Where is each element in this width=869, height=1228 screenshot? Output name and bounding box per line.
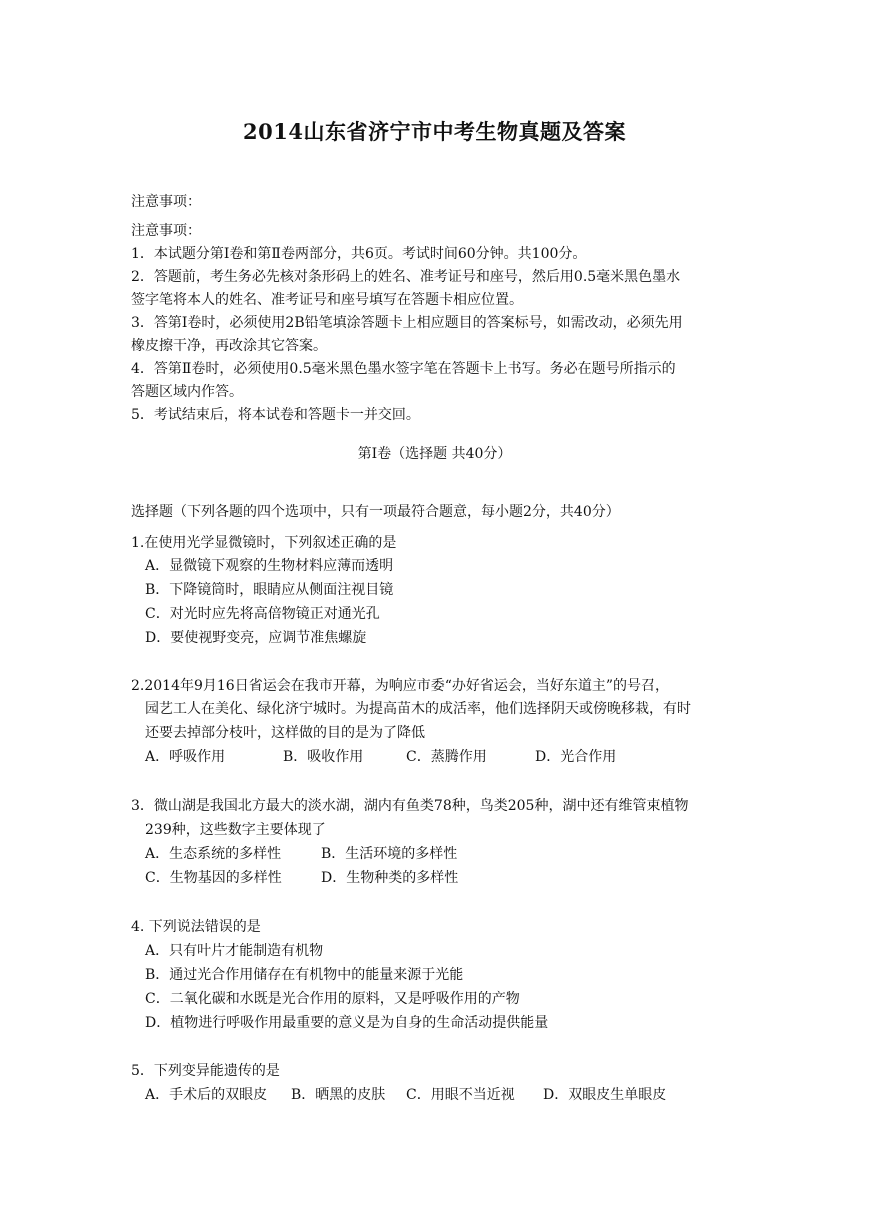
option-d: D．要使视野变亮，应调节准焦螺旋 <box>145 630 367 646</box>
section-instruction: 选择题（下列各题的四个选项中，只有一项最符合题意，每小题2分，共40分） <box>131 504 620 520</box>
question-stem-continuation: 239种，这些数字主要体现了 <box>145 822 326 838</box>
question-stem: 4. 下列说法错误的是 <box>131 919 261 935</box>
option-c: C．对光时应先将高倍物镜正对通光孔 <box>145 606 380 622</box>
question-stem: 2.2014年9月16日省运会在我市开幕，为响应市委“办好省运会，当好东道主”的号召， <box>131 678 670 694</box>
notice-heading: 注意事项： <box>131 194 201 210</box>
option-d: D．双眼皮生单眼皮 <box>543 1087 667 1103</box>
notice-item: 1．本试题分第Ⅰ卷和第Ⅱ卷两部分，共6页。考试时间60分钟。共100分。 <box>131 246 587 262</box>
page-title: 2014山东省济宁市中考生物真题及答案 <box>243 119 626 144</box>
question-stem-continuation: 还要去掉部分枝叶，这样做的目的是为了降低 <box>145 725 425 741</box>
question-stem-continuation: 园艺工人在美化、绿化济宁城时。为提高苗木的成活率，他们选择阴天或傍晚移栽，有时 <box>145 701 691 717</box>
notice-item: 3．答第Ⅰ卷时，必须使用2B铅笔填涂答题卡上相应题目的答案标号，如需改动，必须先用 <box>131 315 683 331</box>
question-stem: 3．微山湖是我国北方最大的淡水湖，湖内有鱼类78种，鸟类205种，湖中还有维管束植物 <box>131 798 689 814</box>
option-b: B．晒黑的皮肤 <box>291 1087 386 1103</box>
option-a: A．生态系统的多样性 <box>145 846 282 862</box>
option-b: B．通过光合作用储存在有机物中的能量来源于光能 <box>145 967 464 983</box>
option-c: C．生物基因的多样性 <box>145 870 282 886</box>
option-b: B．下降镜筒时，眼睛应从侧面注视目镜 <box>145 582 394 598</box>
part1-heading: 第Ⅰ卷（选择题 共40分） <box>357 446 512 462</box>
options-row <box>145 748 705 766</box>
option-c: C．二氧化碳和水既是光合作用的原料，又是呼吸作用的产物 <box>145 991 520 1007</box>
option-d: D．光合作用 <box>535 749 617 765</box>
options-row <box>145 869 545 887</box>
question-stem: 1.在使用光学显微镜时，下列叙述正确的是 <box>131 535 397 551</box>
notice-item-continuation: 橡皮擦干净，再改涂其它答案。 <box>131 338 327 354</box>
notice-item: 5．考试结束后，将本试卷和答题卡一并交回。 <box>131 407 420 423</box>
question-stem: 5．下列变异能遗传的是 <box>131 1063 280 1079</box>
option-a: A．显微镜下观察的生物材料应薄而透明 <box>145 558 394 574</box>
option-c: C．蒸腾作用 <box>406 749 487 765</box>
options-row <box>145 1086 705 1104</box>
option-a: A．呼吸作用 <box>145 749 226 765</box>
options-row <box>145 845 545 863</box>
notice-item-continuation: 签字笔将本人的姓名、准考证号和座号填写在答题卡相应位置。 <box>131 292 523 308</box>
notice-item-continuation: 答题区域内作答。 <box>131 384 243 400</box>
notice-item: 4．答第Ⅱ卷时，必须使用0.5毫米黑色墨水签字笔在答题卡上书写。务必在题号所指示的 <box>131 361 676 377</box>
option-a: A．手术后的双眼皮 <box>145 1087 268 1103</box>
notice-item: 2．答题前，考生务必先核对条形码上的姓名、准考证号和座号，然后用0.5毫米黑色墨水 <box>131 269 681 285</box>
option-b: B．生活环境的多样性 <box>321 846 458 862</box>
option-b: B．吸收作用 <box>283 749 364 765</box>
option-d: D．生物种类的多样性 <box>321 870 459 886</box>
notice-heading-repeat: 注意事项： <box>131 223 201 239</box>
option-a: A．只有叶片才能制造有机物 <box>145 943 324 959</box>
option-c: C．用眼不当近视 <box>406 1087 515 1103</box>
option-d: D．植物进行呼吸作用最重要的意义是为自身的生命活动提供能量 <box>145 1015 549 1031</box>
